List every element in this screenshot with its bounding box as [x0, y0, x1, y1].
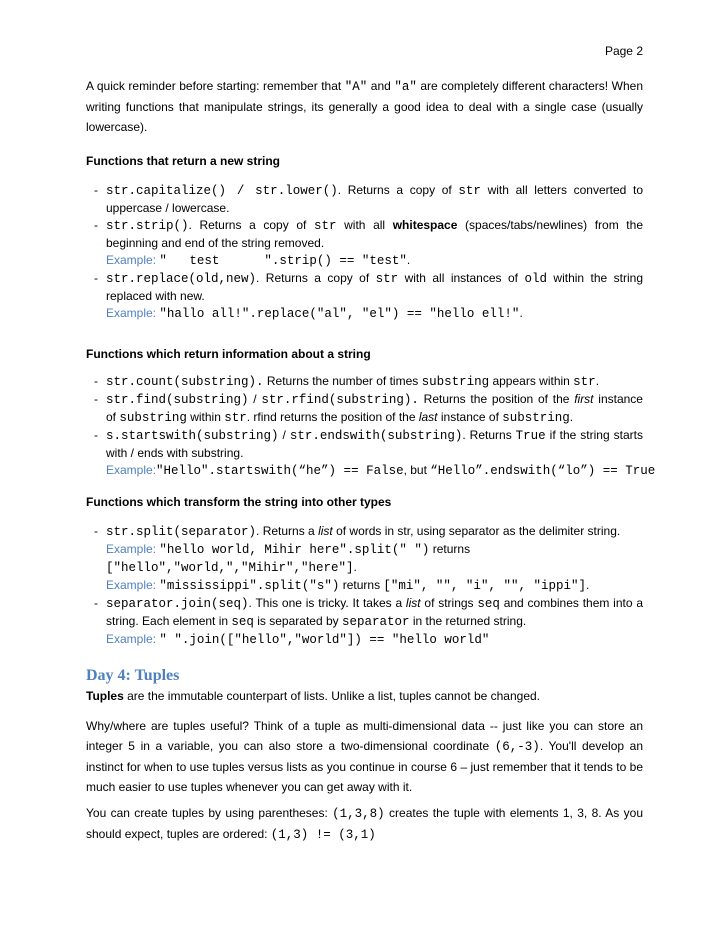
- example-startswith: Example:"Hello".startswith(“he”) == False, but “Hello”.endswith(“lo”) == True: [106, 463, 656, 478]
- list-info-string: [86, 373, 656, 480]
- list-item: - s.startswith(substring) / str.endswith(substring). Returns True if the string starts with / ends with substring. Example:"Hello".startswith(“he”) == False, but “Hello”.endswith(“lo”) == True: [94, 428, 656, 478]
- heading-new-string: Functions that return a new string: [86, 154, 281, 168]
- example-replace: Example: "hallo all!".replace("al", "el") == "hello ell!".: [106, 306, 523, 321]
- list-item: - separator.join(seq). This one is tricky. It takes a list of strings seq and combines them into a string. Each element in seq is separated by separator in the returned string. Example: " ".join(["hello","world"]) == "hello world": [94, 596, 644, 647]
- tuples-why: Why/where are tuples useful? Think of a tuple as multi-dimensional data -- just like you can store an integer 5 in a variable, you can also store a two-dimensional coordinate (6,-3). You'll develop an instinct for when to use tuples versus lists as you continue in course 6 – just remember that it tends to be much easier to use tuples whenever you can get away with it.: [86, 719, 643, 794]
- day4-heading: Day 4: Tuples: [86, 667, 180, 684]
- heading-transform-string: Functions which transform the string into other types: [86, 495, 392, 509]
- list-transform-string: [86, 523, 643, 649]
- list-item: - str.find(substring) / str.rfind(substring). Returns the position of the first instance of substring within str. rfind returns the position of the last instance of substring.: [94, 392, 643, 425]
- page-number: Page 2: [604, 44, 643, 58]
- list-item: - str.split(separator). Returns a list of words in str, using separator as the delimiter string. Example: "hello world, Mihir here".split(" ") returns ["hello","world,","Mihir","here"]. Example: "mississippi".split("s") returns ["mi", "", "i", "", "ippi"].: [86, 523, 643, 595]
- list-item: - str.replace(old,new). Returns a copy of str with all instances of old within the string replaced with new. Example: "hallo all!".replace("al", "el") == "hello ell!".: [94, 271, 643, 321]
- example-split-1-result: ["hello","world,","Mihir","here"].: [106, 560, 357, 575]
- example-join: Example: " ".join(["hello","world"]) == "hello world": [106, 632, 490, 647]
- list-item: - str.strip(). Returns a copy of str with all whitespace (spaces/tabs/newlines) from the beginning and end of the string removed. Example: " test ".strip() == "test".: [94, 218, 643, 268]
- heading-info-string: Functions which return information about a string: [86, 347, 371, 361]
- intro-paragraph: A quick reminder before starting: remember that "A" and "a" are completely different characters! When writing functions that manipulate strings, its generally a good idea to deal with a single case (usually lowercase).: [86, 79, 643, 134]
- example-split-1: Example: "hello world, Mihir here".split(" ") returns: [106, 542, 471, 557]
- list-item: - str.count(substring). Returns the number of times substring appears within str.: [94, 374, 600, 389]
- list-item: - str.capitalize() / str.lower(). Returns a copy of str with all letters converted to uppercase / lowercase.: [94, 183, 643, 215]
- example-strip: Example: " test ".strip() == "test".: [106, 253, 411, 268]
- list-new-string: [86, 182, 643, 323]
- tuples-intro: Tuples are the immutable counterpart of lists. Unlike a list, tuples cannot be changed.: [86, 689, 541, 703]
- example-split-2: Example: "mississippi".split("s") returns ["mi", "", "i", "", "ippi"].: [106, 578, 590, 593]
- tuples-create: You can create tuples by using parentheses: (1,3,8) creates the tuple with elements 1, 3, 8. As you should expect, tuples are ordered: (1,3) != (3,1): [86, 806, 643, 842]
